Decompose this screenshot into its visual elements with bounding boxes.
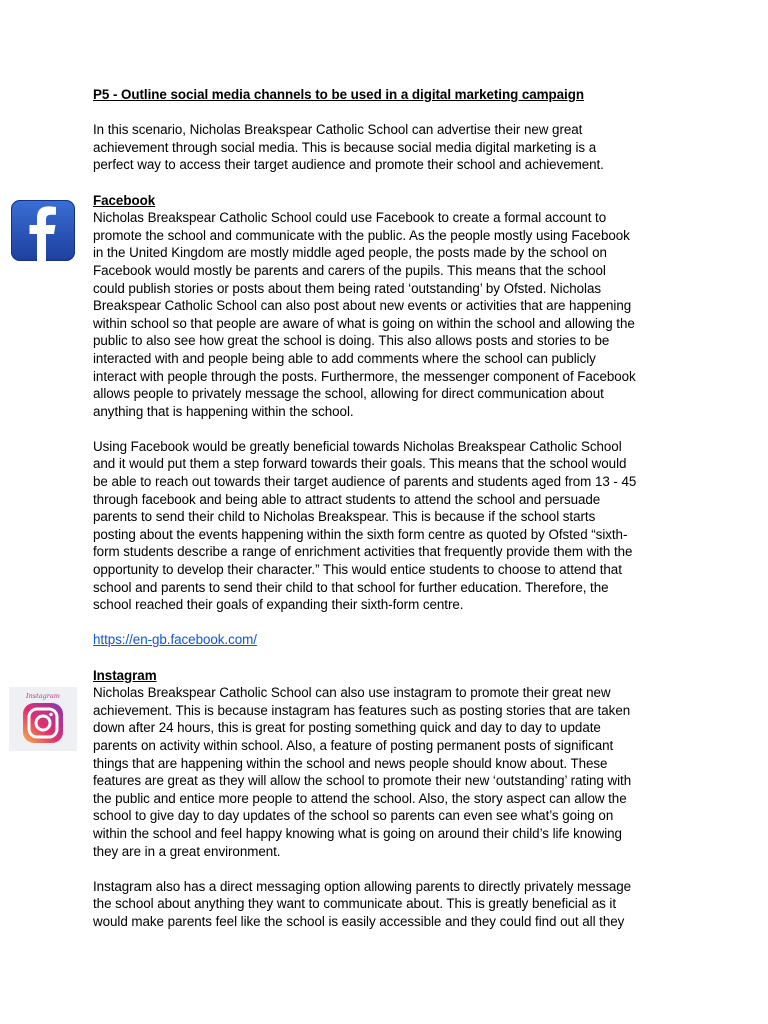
instagram-paragraph-1 bbox=[93, 684, 681, 860]
paragraph-line: parents to send their child to Nicholas Breakspear. This is because if the school starts bbox=[93, 509, 596, 525]
facebook-paragraph-1 bbox=[93, 209, 681, 420]
paragraph-line: allows people to privately message the school, allowing for direct communication about bbox=[93, 386, 604, 402]
paragraph-line: in the United Kingdom are mostly middle aged people, the posts made by the school on bbox=[93, 245, 607, 261]
paragraph-line: interact with people through the posts. Furthermore, the messenger component of Facebook bbox=[93, 368, 636, 384]
paragraph-line: Breakspear Catholic School can also post about new events or activities that are happening bbox=[93, 298, 632, 314]
paragraph-line: they are in a great environment. bbox=[93, 843, 281, 859]
facebook-heading: Facebook bbox=[93, 192, 156, 208]
paragraph-line: Nicholas Breakspear Catholic School could use Facebook to create a formal account to bbox=[93, 210, 607, 226]
paragraph-line: interacted with and people being able to add comments where the school can publicly bbox=[93, 350, 596, 366]
paragraph-line: down after 24 hours, this is great for posting something quick and day to day to update bbox=[93, 720, 601, 736]
instagram-heading: Instagram bbox=[93, 667, 157, 683]
intro-line: achievement through social media. This is because social media digital marketing is a bbox=[93, 139, 597, 155]
paragraph-line: Facebook would mostly be parents and carers of the pupils. This means that the school bbox=[93, 262, 606, 278]
paragraph-line: school to give day to day updates of the school so parents can even see what’s going on bbox=[93, 808, 614, 824]
instagram-logo-caption: Instagram bbox=[26, 692, 60, 700]
page-title: P5 - Outline social media channels to be used in a digital marketing campaign bbox=[93, 87, 584, 102]
paragraph-line: within the school and feel happy knowing what is going on around their child’s life knowing bbox=[93, 825, 622, 841]
paragraph-line: parents on activity within school. Also, a feature of posting permanent posts of significant bbox=[93, 737, 614, 753]
paragraph-line: would make parents feel like the school is easily accessible and they could find out all they bbox=[93, 913, 625, 929]
paragraph-line: promote the school and communicate with the public. As the people mostly using Facebook bbox=[93, 227, 630, 243]
intro-paragraph bbox=[93, 121, 681, 174]
paragraph-line: things that are happening within the school and news people should know about. These bbox=[93, 755, 608, 771]
paragraph-line: Nicholas Breakspear Catholic School can also use instagram to promote their great new bbox=[93, 685, 611, 701]
paragraph-line: school reached their goals of expanding their sixth-form centre. bbox=[93, 597, 464, 613]
paragraph-line: school and parents to send their child to that school for further education. Therefore, the bbox=[93, 579, 609, 595]
paragraph-line: through facebook and being able to attract students to attend the school and persuade bbox=[93, 491, 601, 507]
facebook-link[interactable]: https://en-gb.facebook.com/ bbox=[93, 632, 257, 648]
paragraph-line: the school about anything they want to communicate about. This is greatly beneficial as it bbox=[93, 896, 616, 912]
paragraph-line: achievement. This is because instagram has features such as posting stories that are taken bbox=[93, 702, 631, 718]
document-body bbox=[93, 86, 681, 931]
paragraph-line: anything that is happening within the school. bbox=[93, 403, 354, 419]
paragraph-line: within school so that people are aware of what is going on within the school and allowing the bbox=[93, 315, 635, 331]
intro-line: perfect way to access their target audience and promote their school and achievement. bbox=[93, 157, 604, 173]
paragraph-line: could publish stories or posts about them being rated ‘outstanding’ by Ofsted. Nicholas bbox=[93, 280, 602, 296]
paragraph-line: opportunity to develop their character.” This would entice students to choose to attend that bbox=[93, 562, 622, 578]
paragraph-line: the public and entice more people to attend the school. Also, the story aspect can allow the bbox=[93, 790, 627, 806]
instagram-paragraph-2 bbox=[93, 878, 681, 931]
paragraph-line: Instagram also has a direct messaging option allowing parents to directly privately message bbox=[93, 878, 632, 894]
paragraph-line: Using Facebook would be greatly beneficial towards Nicholas Breakspear Catholic School bbox=[93, 438, 622, 454]
paragraph-line: be able to reach out towards their target audience of parents and students aged from 13 - 45 bbox=[93, 474, 637, 490]
instagram-logo-icon bbox=[9, 687, 77, 751]
paragraph-line: features are great as they will allow the school to promote their new ‘outstanding’ rating with bbox=[93, 773, 632, 789]
facebook-logo-icon bbox=[11, 200, 75, 261]
paragraph-line: posting about the events happening within the sixth form centre as quoted by Ofsted “sixth- bbox=[93, 526, 628, 542]
paragraph-line: form students describe a range of enrichment activities that frequently provide them with the bbox=[93, 544, 633, 560]
paragraph-line: and it would put them a step forward towards their goals. This means that the school would bbox=[93, 456, 627, 472]
intro-line: In this scenario, Nicholas Breakspear Catholic School can advertise their new great bbox=[93, 122, 583, 138]
facebook-paragraph-2 bbox=[93, 438, 681, 614]
paragraph-line: public to also see how great the school is doing. This also allows posts and stories to be bbox=[93, 333, 610, 349]
